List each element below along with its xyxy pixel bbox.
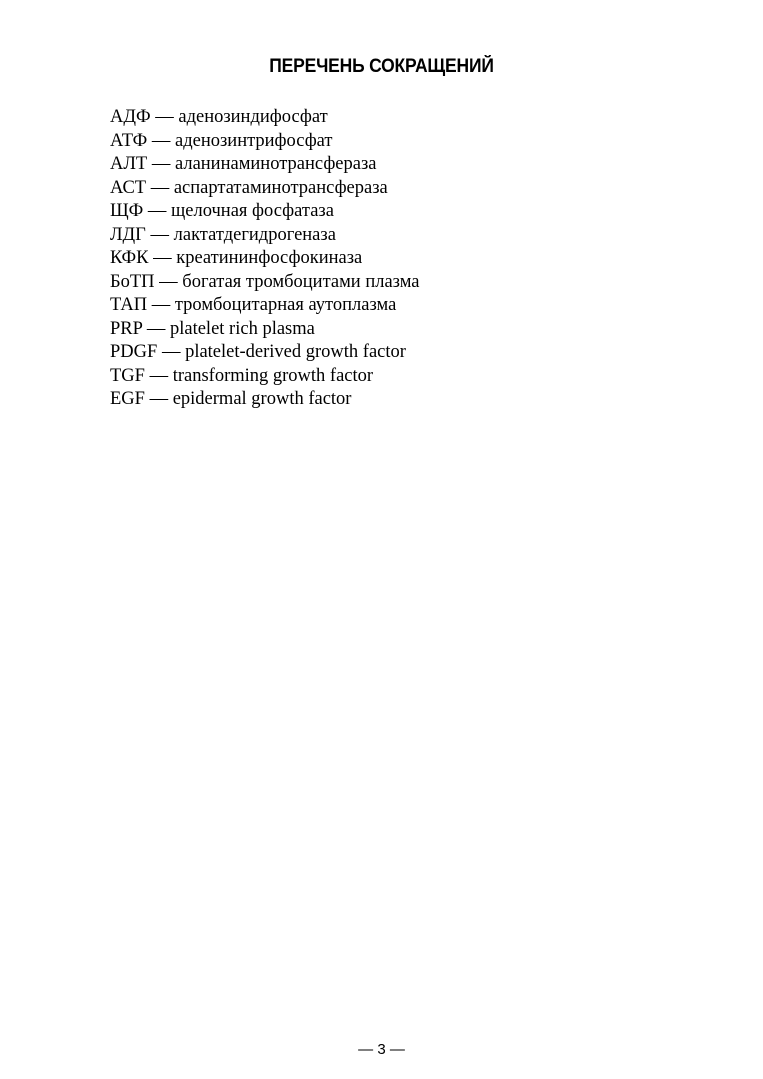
abbreviation-term: КФК [110,248,149,268]
abbreviation-term: ЩФ [110,201,144,221]
separator: — [157,342,186,362]
list-item [110,177,420,201]
list-item [110,341,420,365]
list-item [110,106,420,130]
abbreviation-definition: аденозиндифосфат [178,107,328,127]
abbreviation-term: АЛТ [110,154,148,174]
list-item [110,365,420,389]
separator: — [147,295,175,315]
abbreviation-term: ЛДГ [110,224,146,245]
abbreviation-term: АСТ [110,177,147,198]
separator: — [154,271,183,292]
separator: — [147,154,175,174]
list-item [110,130,420,154]
separator: — [143,201,172,221]
abbreviation-definition: аспартатаминотрансфераза [173,177,388,198]
abbreviation-term: TGF [110,365,145,386]
separator: — [145,224,174,245]
abbreviation-term: БоТП [110,271,155,292]
abbreviation-definition: platelet rich plasma [169,318,315,339]
abbreviation-term: PRP [110,318,143,339]
page-title: ПЕРЕЧЕНЬ СОКРАЩЕНИЙ [269,56,494,77]
abbreviation-definition: epidermal growth factor [172,389,352,409]
abbreviation-term: PDGF [110,342,158,362]
list-item [110,271,420,295]
list-item [110,200,420,224]
separator: — [150,107,179,127]
abbreviation-definition: аденозинтрифосфат [175,130,333,151]
separator: — [144,389,173,409]
abbreviation-term: ТАП [110,295,148,315]
abbreviation-list [110,106,420,412]
abbreviation-definition: platelet-derived growth factor [185,342,406,362]
abbreviation-definition: аланинаминотрансфераза [174,154,377,174]
list-item [110,318,420,342]
separator: — [144,365,173,386]
page-number: — 3 — [358,1041,405,1058]
separator: — [148,248,177,268]
abbreviation-definition: богатая тромбоцитами плазма [182,271,420,292]
separator: — [147,130,175,151]
list-item [110,247,420,271]
abbreviation-term: АДФ [110,107,151,127]
abbreviation-definition: креатининфосфокиназа [176,248,363,268]
list-item [110,294,420,318]
abbreviation-definition: лактатдегидрогеназа [173,224,336,245]
list-item [110,153,420,177]
list-item [110,224,420,248]
abbreviation-definition: тромбоцитарная аутоплазма [174,295,397,315]
abbreviation-term: EGF [110,389,145,409]
separator: — [146,177,174,198]
abbreviation-definition: щелочная фосфатаза [171,201,334,221]
list-item [110,388,420,412]
abbreviation-definition: transforming growth factor [172,365,374,386]
abbreviation-term: АТФ [110,130,148,151]
separator: — [142,318,170,339]
